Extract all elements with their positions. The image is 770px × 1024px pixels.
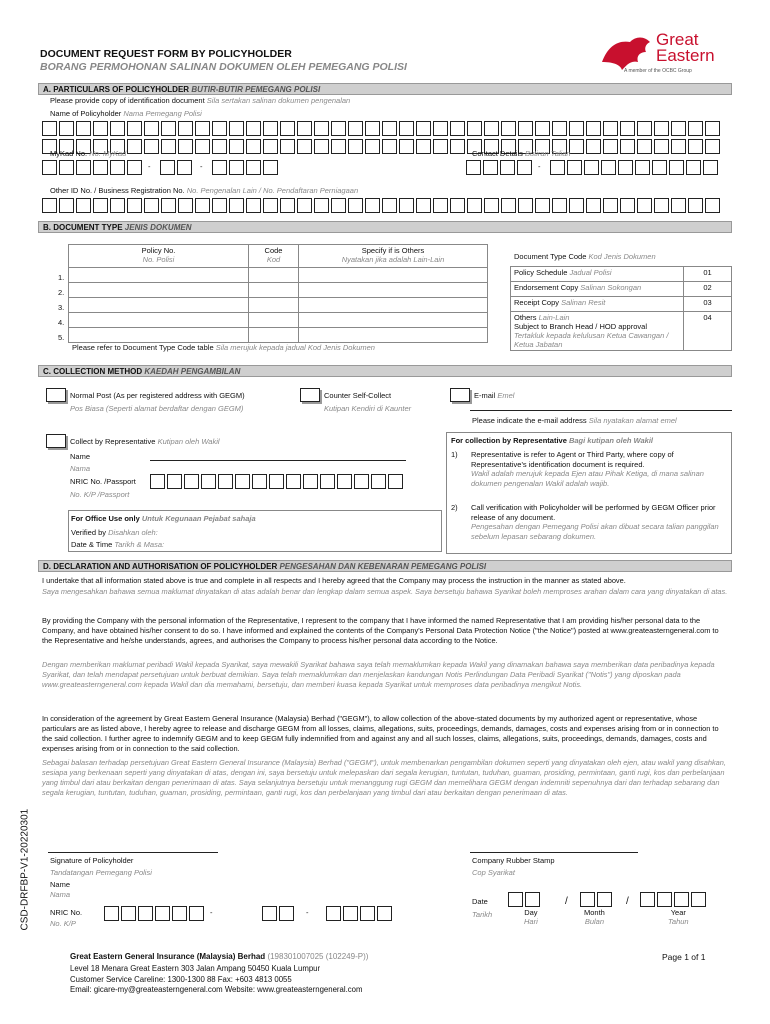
page-number: Page 1 of 1 xyxy=(662,952,706,962)
approval-note: Subject to Branch Head / HOD approval xyxy=(514,322,647,331)
footer-company-name: Great Eastern General Insurance (Malaysia) Berhad xyxy=(70,952,266,961)
code-row xyxy=(511,282,732,297)
stamp-label: Company Rubber Stamp xyxy=(472,856,555,865)
day-label xyxy=(524,908,538,926)
dec-nric-label-ms: No. K/P xyxy=(50,919,76,928)
verified-label xyxy=(71,528,158,537)
col-code-label: Code xyxy=(264,246,283,255)
col-policy-no-ms: No. Polisi xyxy=(142,255,175,264)
section-b-title-ms: JENIS DOKUMEN xyxy=(124,223,192,232)
dec-nric-input-2[interactable] xyxy=(262,906,296,921)
email-checkbox[interactable] xyxy=(450,388,470,402)
datetime-label-ms: Tarikh & Masa: xyxy=(114,540,165,549)
footer-careline: Customer Service Careline: 1300-1300 88 Fax: +603 4813 0055 xyxy=(70,974,292,984)
section-b-title: B. DOCUMENT TYPE xyxy=(43,223,123,232)
page-title-ms: BORANG PERMOHONAN SALINAN DOKUMEN OLEH PEMEGANG POLISI xyxy=(40,61,407,73)
refer-note-text: Please refer to Document Type Code table xyxy=(72,343,214,352)
representative-label-text: Collect by Representative xyxy=(70,437,156,446)
email-indicate xyxy=(472,416,677,425)
dash: - xyxy=(148,162,151,171)
policyholder-name-row-1[interactable] xyxy=(42,121,722,136)
email-indicate-ms: Sila nyatakan alamat emel xyxy=(588,416,677,425)
rep-note-title xyxy=(451,436,653,445)
rep-nric-label: NRIC No. /Passport xyxy=(70,477,136,486)
rep-name-label: Name xyxy=(70,452,91,461)
mykad-label xyxy=(50,149,126,158)
other-id-label-text: Other ID No. / Business Registration No. xyxy=(50,186,185,195)
code-value: 01 xyxy=(684,267,732,282)
table-row[interactable] xyxy=(69,313,488,328)
normal-post-checkbox[interactable] xyxy=(46,388,66,402)
row-number: 2. xyxy=(58,288,65,297)
row-number: 5. xyxy=(58,333,65,342)
contact-label-text: Contact Details xyxy=(472,149,523,158)
lion-logo-icon xyxy=(600,32,654,72)
office-use-title xyxy=(71,514,256,523)
signature-label-ms: Tandatangan Pemegang Polisi xyxy=(50,868,152,877)
code-label: Receipt Copy xyxy=(514,298,560,307)
row-numbers xyxy=(58,270,64,345)
rep-note-title-text: For collection by Representative xyxy=(451,436,567,445)
col-specify xyxy=(299,245,488,268)
footer-company xyxy=(70,952,368,961)
code-row xyxy=(511,297,732,312)
rep-note-2-text: Call verification with Policyholder will be performed by GEGM Officer prior release of any document. xyxy=(471,503,716,522)
stamp-area[interactable] xyxy=(470,852,638,853)
code-label: Policy Schedule xyxy=(514,268,568,277)
rep-note-1-text: Representative is refer to Agent or Third Party, where copy of Representative's identification document is required. xyxy=(471,450,674,469)
email-input[interactable] xyxy=(470,410,732,411)
col-specify-ms: Nyatakan jika adalah Lain-Lain xyxy=(341,255,445,264)
month-label-ms: Bulan xyxy=(584,917,605,926)
email-indicate-text: Please indicate the e-mail address xyxy=(472,416,587,425)
representative-label-ms: Kutipan oleh Wakil xyxy=(157,437,220,446)
normal-post-label-ms: Pos Biasa (Seperti alamat berdaftar dengan GEGM) xyxy=(70,404,244,413)
rep-note-num-1: 1) xyxy=(451,450,458,459)
code-value: 02 xyxy=(684,282,732,297)
contact-label xyxy=(472,149,571,158)
section-c-title: C. COLLECTION METHOD xyxy=(43,367,143,376)
declaration-p1-ms: Saya mengesahkan bahawa semua maklumat dinyatakan di atas adalah benar dan lengkap dalam semua aspek. Saya bersetuju bahawa Syarikat boleh memproses arahan dalam cara yang dinyatakan di atas. xyxy=(42,587,728,596)
mykad-input-2[interactable] xyxy=(160,160,194,175)
side-code: CSD-DRFBP-V1-20220301 xyxy=(19,808,31,931)
dec-name-label: Name xyxy=(50,880,71,889)
logo xyxy=(600,30,735,78)
id-note-text: Please provide copy of identification document xyxy=(50,96,205,105)
rep-nric-label-ms: No. K/P /Passport xyxy=(70,490,130,499)
stamp-label-ms: Cop Syarikat xyxy=(472,868,515,877)
dash: - xyxy=(210,908,213,917)
date-label-ms: Tarikh xyxy=(472,910,493,919)
email-label-ms: Emel xyxy=(497,391,515,400)
table-row[interactable] xyxy=(69,298,488,313)
verified-label-text: Verified by xyxy=(71,528,107,537)
month-label-text: Month xyxy=(584,908,605,917)
email-label xyxy=(474,391,514,400)
counter-label-ms: Kutipan Kendiri di Kaunter xyxy=(324,404,412,413)
declaration-p3: In consideration of the agreement by Great Eastern General Insurance (Malaysia) Berhad ("GEGM"), to allow collection of the above-stated documents by my authorized agent or representative, whose particulars are as listed above, I hereby agree to release and discharge GEGM from all losses, claims, allegations, suits, proceedings, demands, damages, costs and expenses arising from or in connection to the said collection. I further agree to indemnify GEGM and to keep GEGM fully indemnified from and against any and all such losses, claims, allegations, suits, proceedings, demands, damages, costs and expenses arising from or in connection to the said collection. xyxy=(42,714,719,753)
footer-contact xyxy=(70,964,363,996)
section-d-header xyxy=(38,560,732,572)
rep-note-title-ms: Bagi kutipan oleh Wakil xyxy=(568,436,654,445)
name-label-text: Name of Policyholder xyxy=(50,109,122,118)
code-label: Others xyxy=(514,313,537,322)
name-label-ms: Nama Pemegang Polisi xyxy=(123,109,202,118)
row-number: 3. xyxy=(58,303,65,312)
document-type-table xyxy=(68,244,488,343)
signature-label: Signature of Policyholder xyxy=(50,856,134,865)
signature-input[interactable] xyxy=(48,852,218,853)
table-row[interactable] xyxy=(69,328,488,343)
code-value: 04 xyxy=(684,312,732,351)
approval-note-ms: Tertakluk kepada kelulusan Ketua Cawangan / Ketua Jabatan xyxy=(514,331,669,349)
representative-label xyxy=(70,437,220,446)
code-label-ms: Jadual Polisi xyxy=(569,268,612,277)
id-note xyxy=(50,96,350,105)
rep-nric-input[interactable] xyxy=(150,474,405,489)
dec-nric-input-3[interactable] xyxy=(326,906,394,921)
declaration-p1: I undertake that all information stated above is true and complete in all respects and I hereby agreed that the Company may process the instruction in the manner as stated above. xyxy=(42,576,626,585)
datetime-label xyxy=(71,540,164,549)
col-policy-no xyxy=(69,245,249,268)
footer-address: Level 18 Menara Great Eastern 303 Jalan Ampang 50450 Kuala Lumpur xyxy=(70,964,321,973)
code-label-ms: Salinan Sokongan xyxy=(580,283,642,292)
logo-tagline: A member of the OCBC Group xyxy=(624,68,692,74)
other-id-input[interactable] xyxy=(42,198,722,213)
dtc-label-ms: Kod Jenis Dokumen xyxy=(588,252,656,261)
footer-email: Email: gicare-my@greateasterngeneral.com Website: www.greateasterngeneral.com xyxy=(70,985,363,994)
declaration-p2-ms: Dengan memberikan maklumat peribadi Wakil kepada Syarikat, saya mewakili Syarikat bahawa saya telah memaklumkan kepada Wakil yang dinamakan bahawa saya memberikan data peribadinya kepada Syarikat, dan telah mendapat persetujuan untuk berbuat demikian. Saya telah memaklumkan dan menjelaskan kandungan Notis Perlindungan Data Peribadi Syarikat ("Notis") yang diposkan pada www.greateasterngeneral.com kepada Wakil dan dia memahami, bersetuju, dan memberi kuasa kepada Syarikat untuk memproses data peribadinya mengikut Notis. xyxy=(42,660,715,689)
date-slash: / xyxy=(626,896,629,907)
date-year-input[interactable] xyxy=(640,892,708,907)
section-b-header xyxy=(38,221,732,233)
rep-note-num-2: 2) xyxy=(451,503,458,512)
rep-name-label-ms: Nama xyxy=(70,464,91,473)
section-c-header xyxy=(38,365,732,377)
day-label-ms: Hari xyxy=(524,917,538,926)
section-a-header xyxy=(38,83,732,95)
col-specify-label: Specify if is Others xyxy=(361,246,425,255)
col-code xyxy=(249,245,299,268)
office-use-title-text: For Office Use only xyxy=(71,514,140,523)
date-day-input[interactable] xyxy=(508,892,542,907)
policyholder-name-row-2[interactable] xyxy=(42,139,722,154)
mykad-label-text: MyKad No. xyxy=(50,149,88,158)
verified-label-ms: Disahkan oleh: xyxy=(108,528,158,537)
date-slash: / xyxy=(565,896,568,907)
contact-input-1[interactable] xyxy=(466,160,534,175)
mykad-label-ms: No. MyKad xyxy=(89,149,127,158)
page-title: DOCUMENT REQUEST FORM BY POLICYHOLDER xyxy=(40,48,292,60)
section-d-title: D. DECLARATION AND AUTHORISATION OF POLICYHOLDER xyxy=(43,562,278,571)
datetime-label-text: Date & Time xyxy=(71,540,113,549)
dec-name-label-ms: Nama xyxy=(50,890,71,899)
date-month-input[interactable] xyxy=(580,892,614,907)
dtc-label xyxy=(514,252,656,261)
normal-post-label: Normal Post (As per registered address with GEGM) xyxy=(70,391,245,400)
section-a-title-ms: BUTIR-BUTIR PEMEGANG POLISI xyxy=(191,85,321,94)
dec-nric-input-1[interactable] xyxy=(104,906,206,921)
table-row[interactable] xyxy=(69,283,488,298)
declaration-p2: By providing the Company with the personal information of the Representative, I represent to the company that I have informed the named Representative that I am providing his/her personal data to the Company, and have obtained his/her consent to do so. I have informed and explained the contents of the Company's Personal Data Protection Notice ("the Notice") posted at www.greateasterngeneral.com to the Representative and he/she understands, agrees, and authorises the Company to process his/her personal data according to the Notice. xyxy=(42,616,719,645)
refer-note xyxy=(72,343,375,352)
email-label-text: E-mail xyxy=(474,391,496,400)
mykad-input-1[interactable] xyxy=(42,160,144,175)
counter-checkbox[interactable] xyxy=(300,388,320,402)
section-d-title-ms: PENGESAHAN DAN KEBENARAN PEMEGANG POLISI xyxy=(279,562,487,571)
other-id-label-ms: No. Pengenalan Lain / No. Pendaftaran Perniagaan xyxy=(186,186,359,195)
dash: - xyxy=(200,162,203,171)
name-label xyxy=(50,109,202,118)
office-use-box xyxy=(68,510,442,552)
declaration-p3-ms: Sebagai balasan terhadap persetujuan Great Eastern General Insurance (Malaysia) Berhad ("GEGM"), untuk membenarkan pengambilan dokumen seperti yang dinyatakan oleh ejen, atau wakil yang disahkan, sesiapa yang berkenaan seperti yang dinyatakan di atas, dengan ini, saya bersetuju untuk melepaskan dari segala kerugian, tuntutan, tuduhan, guaman, prosiding, permintaan, ganti rugi, kos dan perbelanjaan yang timbul dari atau berkaitan dengan penerimaan di atas. Saya selanjutnya bersetuju untuk menanggung rugi GEGM dan memelihara GEGM dengan indemniti sepenuhnya dari dan terhadap sebarang dan segala kerugian, tuntutan, tuduhan, guaman, prosiding, permintaan, ganti rugi, kos dan perbelanjaan yang timbul dari atau berkaitan dengan penerimaan di atas. xyxy=(42,758,726,797)
code-label-ms: Lain-Lain xyxy=(538,313,570,322)
other-id-label xyxy=(50,186,358,195)
year-label xyxy=(668,908,689,926)
day-label-text: Day xyxy=(524,908,538,917)
section-a-title: A. PARTICULARS OF POLICYHOLDER xyxy=(43,85,190,94)
dash: - xyxy=(538,162,541,171)
logo-name-2: Eastern xyxy=(656,46,715,65)
table-row[interactable] xyxy=(69,268,488,283)
dec-nric-label: NRIC No. xyxy=(50,908,83,917)
contact-input-2[interactable] xyxy=(550,160,720,175)
year-label-ms: Tahun xyxy=(668,917,689,926)
row-number: 1. xyxy=(58,273,65,282)
code-label: Endorsement Copy xyxy=(514,283,579,292)
code-value: 03 xyxy=(684,297,732,312)
section-c-title-ms: KAEDAH PENGAMBILAN xyxy=(144,367,241,376)
footer-reg: (198301007025 (102249-P)) xyxy=(267,952,369,961)
rep-note-2 xyxy=(471,503,727,541)
row-number: 4. xyxy=(58,318,65,327)
contact-label-ms: Butiran Talian xyxy=(524,149,571,158)
rep-note-1-ms: Wakil adalah merujuk kepada Ejen atau Pihak Ketiga, di mana salinan dokumen pengenalan Wakil adalah wajib. xyxy=(471,469,704,488)
refer-note-ms: Sila merujuk kepada jadual Kod Jenis Dokumen xyxy=(215,343,375,352)
rep-name-input[interactable] xyxy=(150,460,406,461)
year-label-text: Year xyxy=(670,908,686,917)
code-row xyxy=(511,312,732,351)
logo-name-1: Great xyxy=(656,30,699,49)
col-policy-no-label: Policy No. xyxy=(141,246,176,255)
dtc-label-text: Document Type Code xyxy=(514,252,587,261)
office-use-title-ms: Untuk Kegunaan Pejabat sahaja xyxy=(141,514,256,523)
rep-note-2-ms: Pengesahan dengan Pemegang Polisi akan dibuat secara talian panggilan sebelum lepasan sebarang dokumen. xyxy=(471,522,719,541)
month-label xyxy=(584,908,605,926)
representative-checkbox[interactable] xyxy=(46,434,66,448)
col-code-ms: Kod xyxy=(266,255,281,264)
rep-note-1 xyxy=(471,450,727,488)
counter-label: Counter Self-Collect xyxy=(324,391,392,400)
code-row xyxy=(511,267,732,282)
code-table xyxy=(510,266,732,351)
id-note-text-ms: Sila sertakan salinan dokumen pengenalan xyxy=(206,96,351,105)
representative-note-box xyxy=(446,432,732,554)
dash: - xyxy=(306,908,309,917)
date-label: Date xyxy=(472,897,488,906)
code-label-ms: Salinan Resit xyxy=(561,298,606,307)
mykad-input-3[interactable] xyxy=(212,160,280,175)
